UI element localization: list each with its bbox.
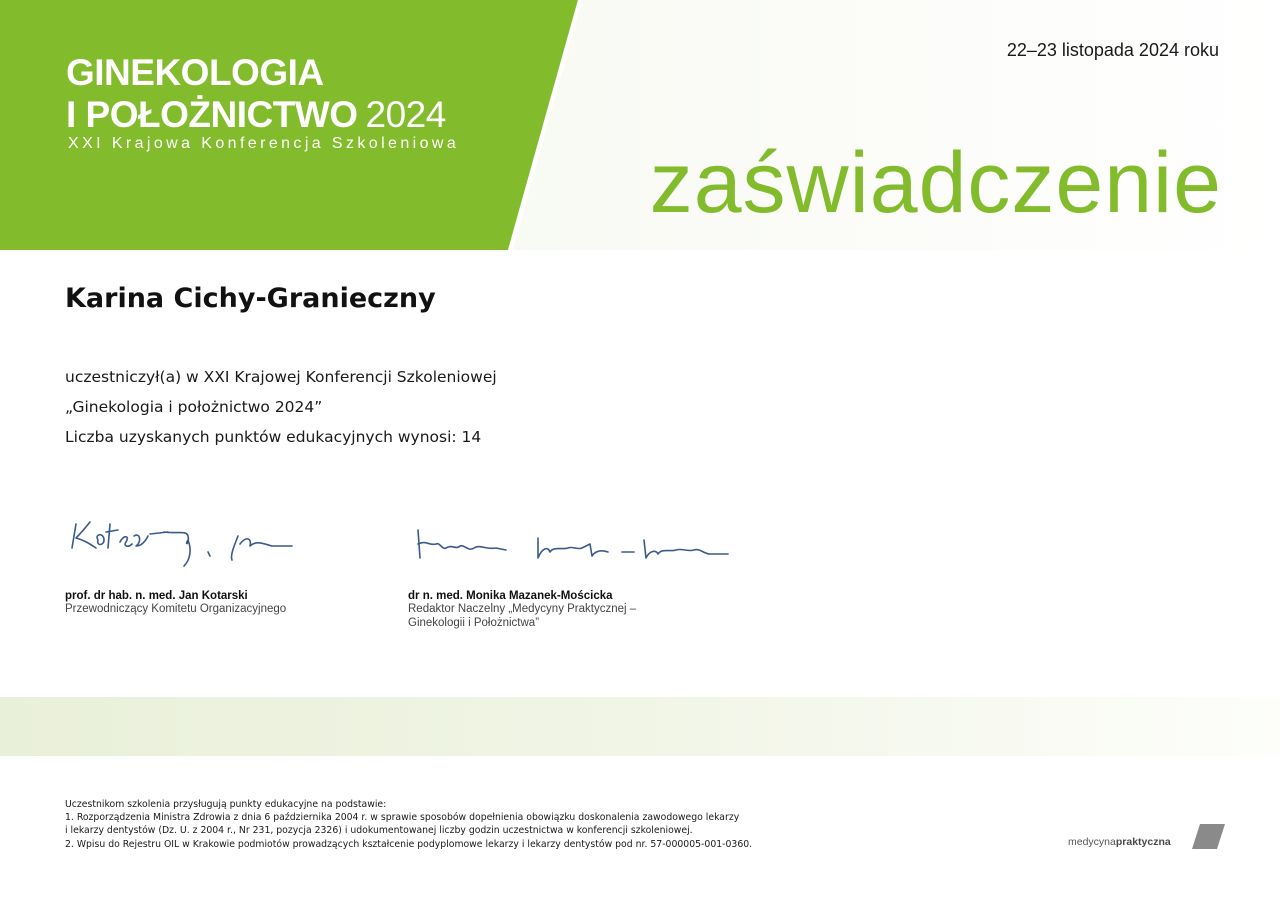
participation-statement: uczestniczył(a) w XXI Krajowej Konferencji Szkoleniowej [65, 368, 497, 386]
signature-mazanek-moscicka [412, 510, 732, 580]
recipient-name: Karina Cichy-Granieczny [65, 283, 436, 314]
publisher-wordmark-bold: praktyczna [1115, 836, 1171, 848]
signatory-2 [408, 590, 668, 630]
logo-title-line1: GINEKOLOGIA [66, 52, 324, 93]
signature-kotarski [68, 510, 298, 580]
publisher-wordmark-light: medycyna [1068, 836, 1116, 848]
publisher-mark-icon [1192, 824, 1225, 849]
footnote-intro: Uczestnikom szkolenia przysługują punkty edukacyjne na podstawie: [65, 799, 387, 810]
publisher-logo [1068, 824, 1228, 850]
logo-year: 2024 [365, 94, 446, 135]
footnote-2: 2. Wpisu do Rejestru OIL w Krakowie podmiotów prowadzących kształcenie podyplomowe lekarzy i lekarzy dentystów pod nr. 57-000005-001-0360. [65, 838, 753, 850]
signatory-1-name: prof. dr hab. n. med. Jan Kotarski [65, 590, 248, 602]
conference-date: 22–23 listopada 2024 roku [1006, 40, 1219, 60]
decorative-band [0, 697, 1280, 756]
education-points: Liczba uzyskanych punktów edukacyjnych wynosi: 14 [65, 428, 482, 446]
signatory-2-name: dr n. med. Monika Mazanek-Mościcka [408, 590, 613, 602]
signatory-1 [65, 590, 365, 616]
signatory-1-role: Przewodniczący Komitetu Organizacyjnego [65, 603, 287, 615]
document-title: zaświadczenie [649, 135, 1222, 231]
logo-title-line2 [66, 96, 446, 133]
signatory-2-role-line2: Ginekologii i Położnictwa” [408, 617, 540, 629]
footnote-1: 1. Rozporządzenia Ministra Zdrowia z dnia 6 października 2004 r. w sprawie sposobów dopełnienia obowiązku doskonalenia zawodowego lekarzy [65, 812, 740, 824]
signatory-2-role-line1: Redaktor Naczelny „Medycyny Praktycznej – [408, 603, 637, 615]
footnote-1-cont: i lekarzy dentystów (Dz. U. z 2004 r., Nr 231, pozycja 2326) i udokumentowanej liczby godzin uczestnictwa w konferencji szkoleniowej. [65, 825, 693, 837]
publisher-wordmark [1068, 836, 1171, 848]
logo-title-line2-text: I POŁOŻNICTWO [66, 94, 358, 135]
logo-subtitle: XXI Krajowa Konferencja Szkoleniowa [68, 135, 460, 152]
legal-footnotes [65, 798, 825, 851]
conference-name: „Ginekologia i położnictwo 2024” [65, 398, 323, 416]
